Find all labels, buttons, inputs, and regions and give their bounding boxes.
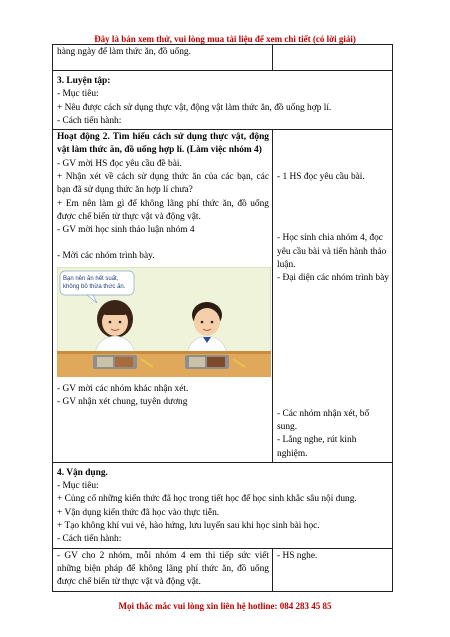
apply-activity-row xyxy=(53,548,393,591)
teacher-line: - GV mời HS đọc yêu cầu đề bài. xyxy=(57,158,182,169)
student-line: - Các nhóm nhận xét, bổ sung. xyxy=(277,408,370,432)
row0-right xyxy=(273,45,393,71)
student-line: - Lắng nghe, rút kinh nghiệm. xyxy=(277,435,357,459)
activity2-student-cell xyxy=(273,130,393,463)
student-line: - Học sinh chia nhóm 4, đọc yêu cầu bài và tiến hành thảo luận. xyxy=(277,233,387,271)
apply-student-cell: - HS nghe. xyxy=(273,548,393,591)
apply-teacher-cell: - GV cho 2 nhóm, mỗi nhóm 4 em thi tiếp sức viết những biện pháp để không lãng phí thức ăn, đồ uống được chế biến từ thực vật và động vật. xyxy=(53,548,273,591)
activity2-title: Hoạt động 2. Tìm hiểu cách sử dụng thực vật, động vật làm thức ăn, đồ uống hợp lí. (Làm việc nhóm 4) xyxy=(57,132,269,156)
practice-cell xyxy=(53,71,393,130)
apply-method-label: - Cách tiến hành: xyxy=(57,534,122,545)
apply-goal-label: - Mục tiêu: xyxy=(57,481,99,492)
apply-goal: + Tạo không khí vui vẻ, hào hứng, lưu luyến sau khi học sinh bài học. xyxy=(57,521,320,532)
student-line: - Đại diện các nhóm trình bày xyxy=(277,273,389,284)
activity2-row xyxy=(53,130,393,463)
teacher-line: - Mời các nhóm trình bày. xyxy=(57,250,155,261)
teacher-line: - GV mời học sinh thảo luận nhóm 4 xyxy=(57,225,195,236)
row0-left xyxy=(53,45,273,71)
apply-section xyxy=(53,462,393,548)
lesson-table xyxy=(52,44,393,592)
speech-line: không bỏ thừa thức ăn. xyxy=(63,283,126,290)
student-line: - 1 HS đọc yêu cầu bài. xyxy=(277,172,365,183)
speech-line: Bạn nên ăn hết suất, xyxy=(63,275,119,282)
apply-goal: + Củng cố những kiến thức đã học trong tiết học để học sinh khắc sâu nội dung. xyxy=(57,494,357,505)
children-eating-illustration xyxy=(57,267,271,377)
teacher-line: - GV nhận xét chung, tuyên dương xyxy=(57,397,188,408)
practice-section xyxy=(53,71,393,130)
teacher-line: + Em nên làm gì để không lãng phí thức ăn, đồ uống được chế biến từ thực vật và động vật. xyxy=(57,198,269,222)
row0-text: hàng ngày để làm thức ăn, đồ uống. xyxy=(57,47,191,57)
table-row xyxy=(53,45,393,71)
practice-method-label: - Cách tiến hành: xyxy=(57,115,122,126)
practice-heading: 3. Luyện tập: xyxy=(57,76,111,86)
apply-goal: + Vận dụng kiến thức đã học vào thực tiễn. xyxy=(57,507,220,518)
activity2-teacher-cell xyxy=(53,130,273,463)
preview-banner: Đây là bản xem thử, vui lòng mua tài liệu để xem chi tiết (có lời giải) xyxy=(94,34,356,44)
hotline-banner: Mọi thắc mắc vui lòng xin liên hệ hotline: 084 283 45 85 xyxy=(118,601,332,611)
practice-goal-item: + Nêu được cách sử dụng thực vật, động vật làm thức ăn, đồ uống hợp lí. xyxy=(57,102,332,113)
apply-cell xyxy=(53,462,393,548)
practice-goal-label: - Mục tiêu: xyxy=(57,89,99,100)
teacher-line: - GV mời các nhóm khác nhận xét. xyxy=(57,383,189,394)
apply-heading: 4. Vận dụng. xyxy=(57,467,108,478)
teacher-line: + Nhận xét về cách sử dụng thức ăn của các bạn, các bạn đã sử dụng thức ăn hợp lí chưa? xyxy=(57,172,269,196)
